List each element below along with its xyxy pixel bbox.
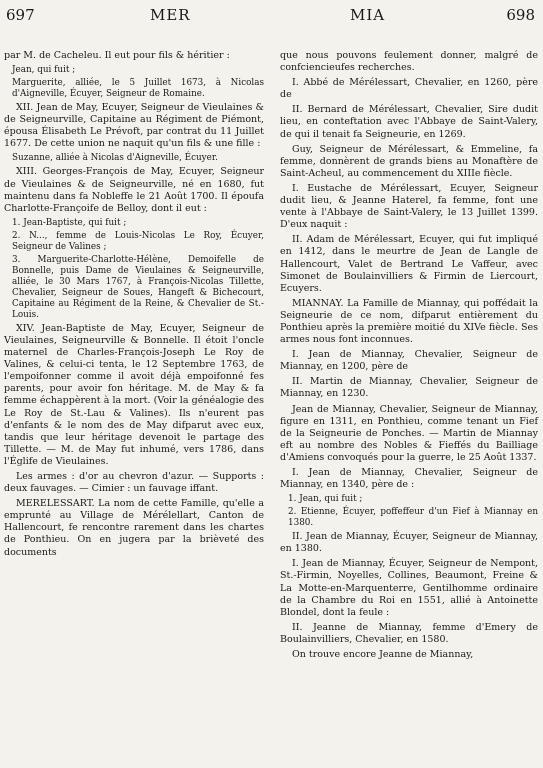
paragraph: que nous pouvons feulement donner, malgré de confciencieufes recherches.: [280, 50, 538, 74]
paragraph: MERELESSART. La nom de cette Famille, qu'elle a emprunté au Village de Mérélellart, Canton de Hallencourt, fe rencontre rarement dans les chartes de Ponthieu. On en jugera par la brièveté des documents: [4, 498, 264, 558]
paragraph: II. Martin de Miannay, Chevalier, Seigneur de Miannay, en 1230.: [280, 376, 538, 400]
paragraph: XII. Jean de May, Ecuyer, Seigneur de Vieulaines & de Seigneurville, Capitaine au Régiment de Piémont, épousa Élisabeth Le Prévoft, par contrat du 11 Juillet 1677. De cette union ne naquit qu'un fils & une fille :: [4, 102, 264, 150]
paragraph: Les armes : d'or au chevron d'azur. — Supports : deux fauvages. — Cimier : un fauvage iffant.: [4, 470, 264, 495]
paragraph: Suzanne, alliée à Nicolas d'Aigneville, Écuyer.: [12, 153, 218, 164]
paragraph: par M. de Cacheleu. Il eut pour fils & héritier :: [4, 50, 230, 61]
right-column: [280, 50, 538, 664]
paragraph: II. Jean de Miannay, Écuyer, Seigneur de Miannay, en 1380.: [280, 531, 538, 555]
paragraph: On trouve encore Jeanne de Miannay,: [292, 649, 474, 661]
left-column: [4, 50, 264, 562]
page-number-left: 697: [6, 6, 35, 24]
paragraph: I. Jean de Miannay, Chevalier, Seigneur de Miannay, en 1340, père de :: [280, 467, 538, 491]
paragraph: 3. Marguerite-Charlotte-Hélène, Demoifelle de Bonnelle, puis Dame de Vieulaines & Seigneurville, alliée, le 30 Mars 1767, à François-Nicolas Tillette, Chevalier, Seigneur de Soues, Hangeft & Bichecourt, Capitaine au Régiment de la Reine, & Chevalier de St.-Louis.: [12, 254, 264, 320]
paragraph: Jean, qui fuit ;: [12, 65, 76, 76]
paragraph: 2. N..., femme de Louis-Nicolas Le Roy, Écuyer, Seigneur de Valines ;: [12, 230, 264, 252]
paragraph: II. Jeanne de Miannay, femme d'Emery de Boulainvilliers, Chevalier, en 1580.: [280, 621, 538, 645]
paragraph: Jean de Miannay, Chevalier, Seigneur de Miannay, figure en 1311, en Ponthieu, comme tenant un Fief de la Seigneurie de Ponches. — Martin de Miannay eft au nombre des Nobles & Fieffés du Bailliage d'Amiens convoqués pour la guerre, le 25 Août 1337.: [280, 403, 538, 463]
running-head-left: MER: [150, 6, 191, 24]
paragraph: I. Eustache de Mérélessart, Ecuyer, Seigneur dudit lieu, & Jeanne Haterel, fa femme, font une vente à l'Abbaye de Saint-Valery, le 13 Juillet 1399. D'eux naquit :: [280, 182, 538, 231]
paragraph: I. Abbé de Mérélessart, Chevalier, en 1260, père de: [280, 77, 538, 101]
paragraph: I. Jean de Miannay, Chevalier, Seigneur de Miannay, en 1200, père de: [280, 349, 538, 373]
page-number-right: 698: [506, 6, 535, 24]
paragraph: 1. Jean, qui fuit ;: [288, 494, 363, 505]
paragraph: I. Jean de Miannay, Écuyer, Seigneur de Nempont, St.-Firmin, Noyelles, Collines, Beaumont, Freine & La Motte-en-Marquenterre, Gentilhomme ordinaire de la Chambre du Roi en 1551, allié à Antoinette Blondel, dont la feule :: [280, 558, 538, 618]
paragraph: XIV. Jean-Baptiste de May, Ecuyer, Seigneur de Vieulaines, Seigneurville & Bonnelle. Il étoit l'oncle maternel de Charles-François-Joseph Le Roy de Valines, & celui-ci tenta, le 12 Septembre 1763, de l'empoifonner comme il avoit déjà empoifonné fes parents, pour avoir fon héritage. M. de May & fa femme échappèrent à la mort. (Voir la généalogie des Le Roy de St.-Lau & Valines). Ils n'eurent pas d'enfants & le nom des de May difparut avec eux, tandis que leur héritage devenoit le partage des Tillette. — M. de May fut inhumé, vers 1786, dans l'Églife de Vieulaines.: [4, 322, 264, 467]
paragraph: Marguerite, alliée, le 5 Juillet 1673, à Nicolas d'Aigneville, Écuyer, Seigneur de Romaine.: [12, 78, 264, 100]
paragraph: 2. Etienne, Écuyer, poffeffeur d'un Fief à Miannay en 1380.: [288, 507, 538, 529]
paragraph: II. Bernard de Mérélessart, Chevalier, Sire dudit lieu, en conteftation avec l'Abbaye de Saint-Valery, de qui il tenait fa Seigneurie, en 1269.: [280, 104, 538, 140]
paragraph: II. Adam de Mérélessart, Ecuyer, qui fut impliqué en 1412, dans le meurtre de Jean de Langle de Hallencourt, Valet de Bertrand Le Vaffeur, avec Simonet de Boulainvilliers & Firmin de Liercourt, Ecuyers.: [280, 234, 538, 294]
paragraph: 1. Jean-Baptiste, qui fuit ;: [12, 217, 127, 228]
paragraph: XIII. Georges-François de May, Ecuyer, Seigneur de Vieulaines & de Seigneurville, né en 1680, fut maintenu dans fa Nobleffe le 21 Août 1700. Il époufa Charlotte-Françoife de Belloy, dont il eut :: [4, 166, 264, 214]
running-head-right: MIA: [350, 6, 386, 24]
paragraph: MIANNAY. La Famille de Miannay, qui poffédait la Seigneurie de ce nom, difparut entièrement du Ponthieu après la première moitié du XIVe fiècle. Ses armes nous font inconnues.: [280, 297, 538, 346]
paragraph: Guy, Seigneur de Mérélessart, & Emmeline, fa femme, donnèrent de grands biens au Monaftère de Saint-Acheul, au commencement du XIIIe fiècle.: [280, 143, 538, 179]
